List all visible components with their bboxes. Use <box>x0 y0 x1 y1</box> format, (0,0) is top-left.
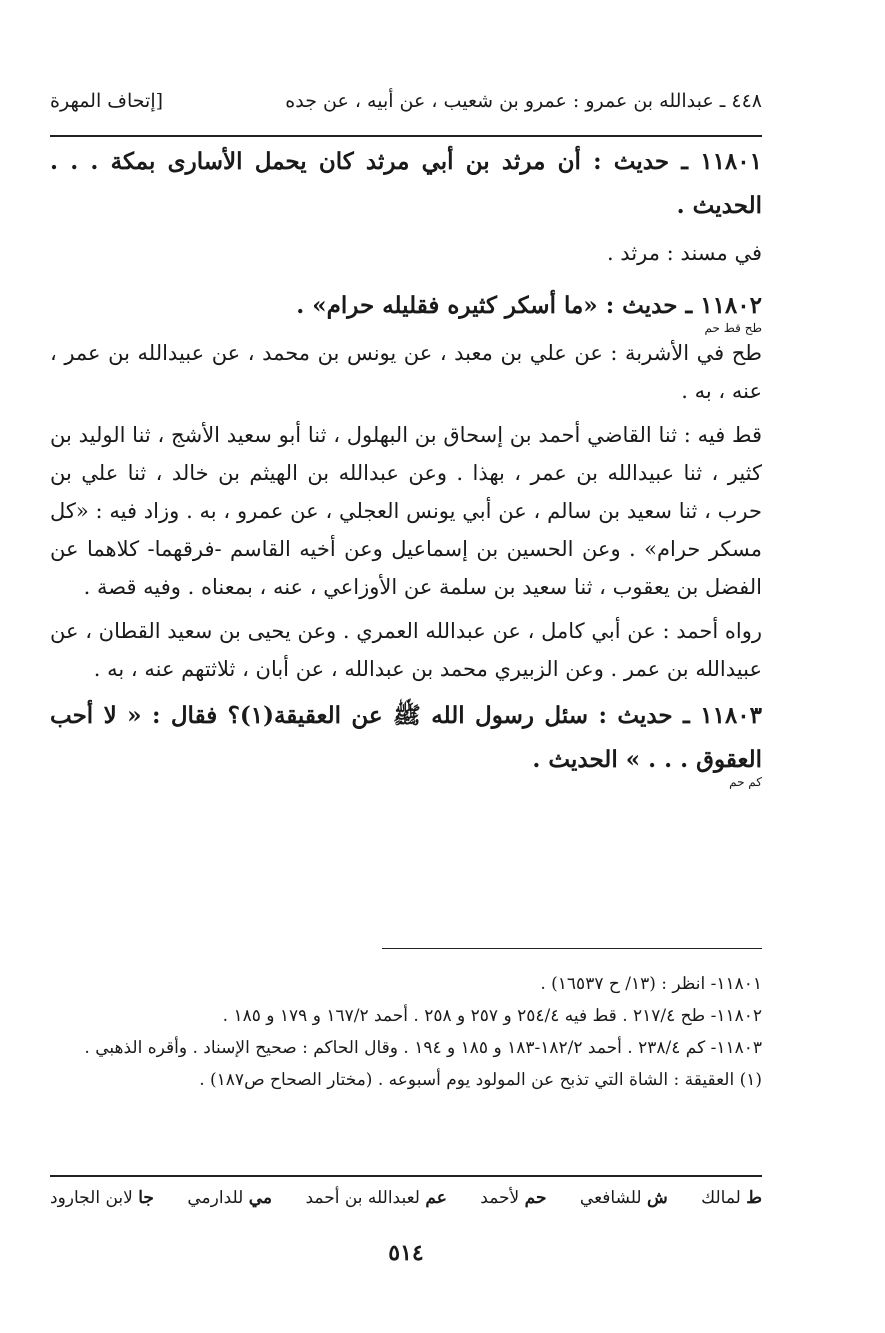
book-title: [إتحاف المهرة <box>50 90 164 112</box>
hadith-11802-chain-2: قط فيه : ثنا القاضي أحمد بن إسحاق بن البهلول ، ثنا أبو سعيد الأشج ، ثنا الوليد بن كثير ، ثنا عبيدالله بن عمر ، بهذا . وعن عبدالله بن الهيثم بن خالد ، ثنا علي بن حرب ، ثنا سعيد بن سالم ، عن أبي يونس العجلي ، عن عمرو ، به . وزاد فيه : «كل مسكر حرام» . وعن الحسين بن إسماعيل وعن أخيه القاسم -فرقهما- كلاهما عن الفضل بن يعقوب ، ثنا سعيد بن سلمة عن الأوزاعي ، عنه ، بمعناه . وفيه قصة . <box>50 423 762 599</box>
key-item-darimi: مي للدارمي <box>187 1188 273 1208</box>
footnotes <box>50 968 762 1096</box>
running-title: ٤٤٨ ـ عبدالله بن عمرو : عمرو بن شعيب ، عن أبيه ، عن جده <box>285 90 762 112</box>
footnote-rule <box>382 948 762 949</box>
key-rule <box>50 1175 762 1177</box>
hadith-11802-sigla: طح قط حم <box>704 321 762 335</box>
footnote-11801: ١١٨٠١- انظر : (١٣/ ح ١٦٥٣٧) . <box>540 974 762 994</box>
hadith-11801-note: في مسند : مرثد . <box>606 241 762 265</box>
page-header <box>50 86 762 116</box>
hadith-11802-chain-3: رواه أحمد : عن أبي كامل ، عن عبدالله العمري . وعن يحيى بن سعيد القطان ، عن عبيدالله بن عمر . وعن الزبيري محمد بن عبدالله ، عن أبان ، ثلاثتهم عنه ، به . <box>50 619 762 681</box>
footnote-aqiqa: (١) العقيقة : الشاة التي تذبح عن المولود يوم أسبوعه . (مختار الصحاح ص١٨٧) . <box>199 1070 762 1090</box>
key-item-ahmad: حم لأحمد <box>480 1188 547 1208</box>
key-item-malik: ط لمالك <box>701 1188 762 1208</box>
footnote-11803: ١١٨٠٣- كم ٢٣٨/٤ . أحمد ١٨٢/٢-١٨٣ و ١٨٥ و ١٩٤ . وقال الحاكم : صحيح الإسناد . وأقره الذهبي . <box>84 1038 762 1058</box>
hadith-11803-sigla: كم حم <box>729 775 762 789</box>
header-rule <box>50 135 762 137</box>
hadith-11803: ١١٨٠٣ ـ حديث : سئل رسول الله ﷺ عن العقيقة(١)؟ فقال : « لا أحب العقوق . . . » الحديث . <box>50 702 762 773</box>
hadith-11801: ١١٨٠١ ـ حديث : أن مرثد بن أبي مرثد كان يحمل الأسارى بمكة . . . الحديث . <box>50 148 762 219</box>
hadith-11802: ١١٨٠٢ ـ حديث : «ما أسكر كثيره فقليله حرام» . <box>296 292 762 319</box>
key-item-abdullah: عم لعبدالله بن أحمد <box>305 1188 447 1208</box>
footnote-11802: ١١٨٠٢- طح ٢١٧/٤ . قط فيه ٢٥٤/٤ و ٢٥٧ و ٢٥٨ . أحمد ١٦٧/٢ و ١٧٩ و ١٨٥ . <box>222 1006 762 1026</box>
key-item-shafii: ش للشافعي <box>579 1188 668 1208</box>
page-number: ٥١٤ <box>388 1240 424 1266</box>
main-text <box>50 140 762 788</box>
abbreviation-key <box>50 1188 762 1208</box>
hadith-11802-chain-1: طح في الأشربة : عن علي بن معبد ، عن يونس بن محمد ، عن عبيدالله بن عمر ، عنه ، به . <box>50 341 762 403</box>
key-item-jarud: جا لابن الجارود <box>50 1188 154 1208</box>
